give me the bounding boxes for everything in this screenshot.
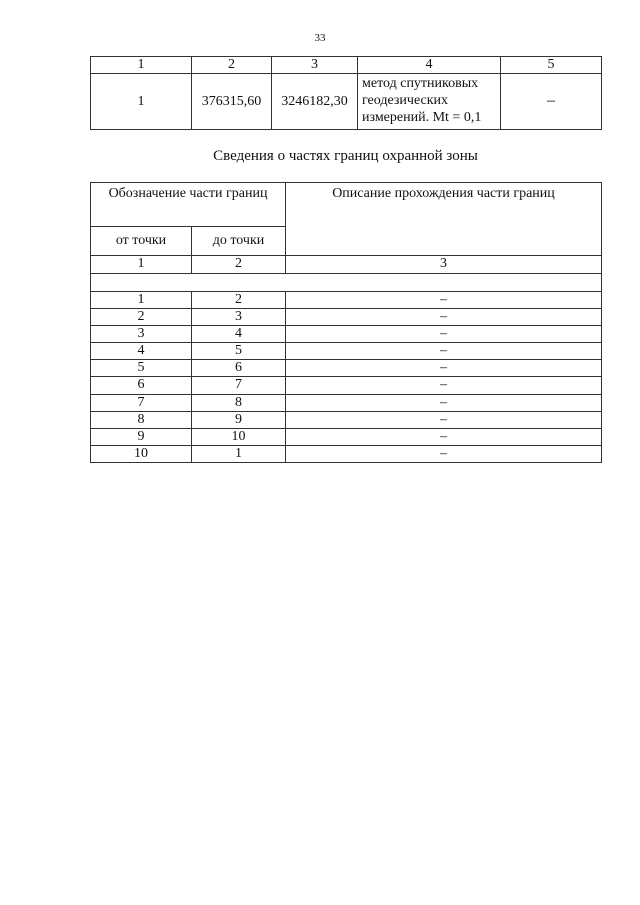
col-number-1: 1 bbox=[91, 256, 192, 274]
description-cell: – bbox=[286, 394, 602, 411]
parts-header-row bbox=[91, 183, 602, 227]
description-cell: – bbox=[286, 360, 602, 377]
from-point-cell: 5 bbox=[91, 360, 192, 377]
table-row bbox=[91, 309, 602, 326]
to-point-cell: 9 bbox=[192, 411, 286, 428]
col-number-3: 3 bbox=[286, 256, 602, 274]
to-point-cell: 10 bbox=[192, 428, 286, 445]
col-number-4: 4 bbox=[358, 57, 501, 74]
from-point-cell: 1 bbox=[91, 292, 192, 309]
point-number: 1 bbox=[91, 74, 192, 130]
from-point-cell: 9 bbox=[91, 428, 192, 445]
description-cell: – bbox=[286, 309, 602, 326]
description-cell: – bbox=[286, 292, 602, 309]
to-point-cell: 3 bbox=[192, 309, 286, 326]
table-row bbox=[91, 292, 602, 309]
note-cell: – bbox=[501, 74, 602, 130]
description-cell: – bbox=[286, 377, 602, 394]
table-row bbox=[91, 411, 602, 428]
description-cell: – bbox=[286, 343, 602, 360]
section-title: Сведения о частях границ охранной зоны bbox=[213, 148, 478, 164]
group-header: Обозначение части границ bbox=[91, 183, 286, 227]
empty-row bbox=[91, 274, 602, 292]
to-point-cell: 2 bbox=[192, 292, 286, 309]
from-point-header: от точки bbox=[91, 227, 192, 256]
coord-x: 376315,60 bbox=[192, 74, 272, 130]
table-row bbox=[91, 394, 602, 411]
empty-cell bbox=[91, 274, 602, 292]
coordinates-table bbox=[90, 56, 602, 130]
coordinates-row bbox=[91, 74, 602, 130]
to-point-cell: 8 bbox=[192, 394, 286, 411]
table-row bbox=[91, 326, 602, 343]
table-row bbox=[91, 343, 602, 360]
description-cell: – bbox=[286, 326, 602, 343]
to-point-cell: 1 bbox=[192, 445, 286, 462]
from-point-cell: 6 bbox=[91, 377, 192, 394]
table-row bbox=[91, 377, 602, 394]
to-point-cell: 7 bbox=[192, 377, 286, 394]
page-number: 33 bbox=[314, 32, 326, 44]
from-point-cell: 7 bbox=[91, 394, 192, 411]
to-point-cell: 6 bbox=[192, 360, 286, 377]
method-cell bbox=[358, 74, 501, 130]
table-row bbox=[91, 360, 602, 377]
method-line: метод спутниковых bbox=[362, 76, 479, 92]
to-point-header: до точки bbox=[192, 227, 286, 256]
col-number-3: 3 bbox=[272, 57, 358, 74]
method-line: измерений. Mt = 0,1 bbox=[362, 109, 482, 125]
from-point-cell: 3 bbox=[91, 326, 192, 343]
boundary-parts-table bbox=[90, 182, 602, 463]
col-number-2: 2 bbox=[192, 256, 286, 274]
description-header: Описание прохождения части границ bbox=[286, 183, 602, 256]
from-point-cell: 8 bbox=[91, 411, 192, 428]
description-cell: – bbox=[286, 428, 602, 445]
table-row bbox=[91, 428, 602, 445]
description-cell: – bbox=[286, 411, 602, 428]
coord-y: 3246182,30 bbox=[272, 74, 358, 130]
coordinates-header-row bbox=[91, 57, 602, 74]
method-line: геодезических bbox=[362, 93, 449, 109]
from-point-cell: 2 bbox=[91, 309, 192, 326]
description-cell: – bbox=[286, 445, 602, 462]
from-point-cell: 4 bbox=[91, 343, 192, 360]
to-point-cell: 4 bbox=[192, 326, 286, 343]
col-number-2: 2 bbox=[192, 57, 272, 74]
table-row bbox=[91, 445, 602, 462]
col-number-5: 5 bbox=[501, 57, 602, 74]
col-number-1: 1 bbox=[91, 57, 192, 74]
to-point-cell: 5 bbox=[192, 343, 286, 360]
column-numbers-row bbox=[91, 256, 602, 274]
from-point-cell: 10 bbox=[91, 445, 192, 462]
